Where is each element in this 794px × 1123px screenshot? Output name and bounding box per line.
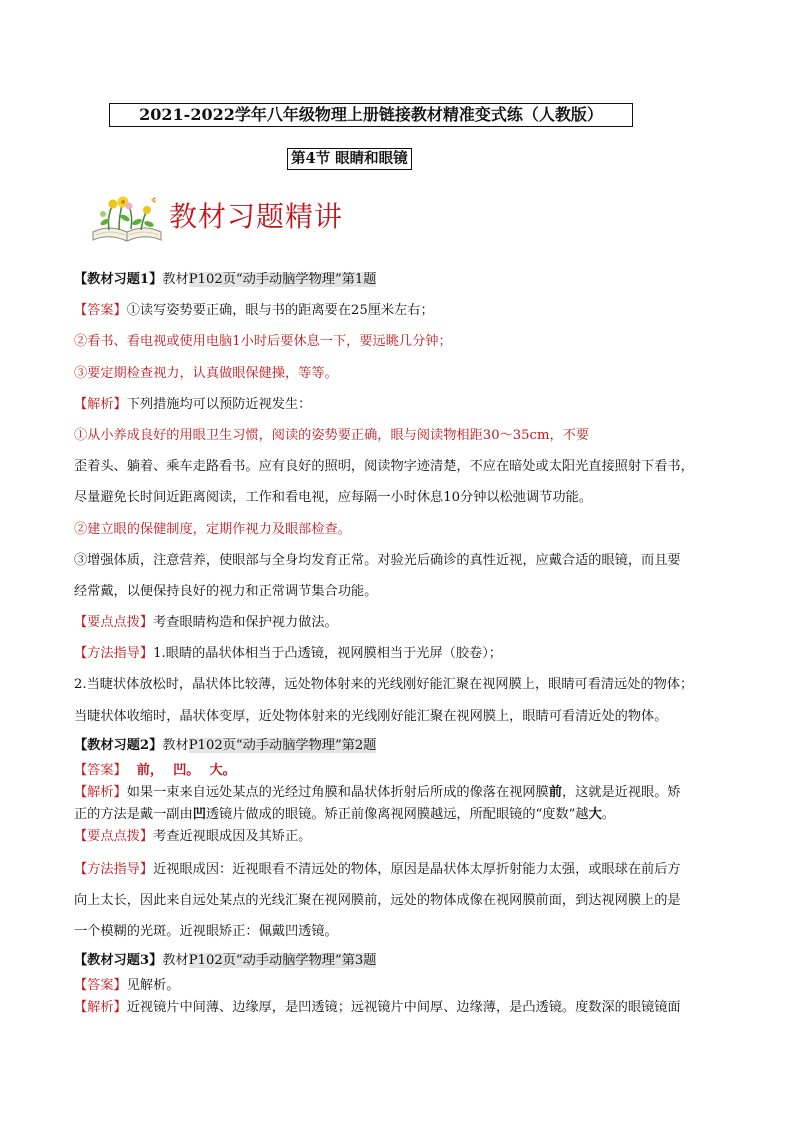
exercise-1-analysis-7: 经常戴，以便保持良好的视力和正常调节集合功能。 xyxy=(74,583,378,599)
exercise-1-answer-3: ③要定期检查视力，认真做眼保健操，等等。 xyxy=(74,365,338,381)
banner-title: 教材习题精讲 xyxy=(169,200,344,233)
exercise-1-analysis-2: ①从小养成良好的用眼卫生习惯，阅读的姿势要正确，眼与阅读物相距30～35cm，不要 xyxy=(74,427,590,443)
exercise-3-analysis: 【解析】近视镜片中间薄、边缘厚，是凹透镜；远视镜片中间厚、边缘薄，是凸透镜。度数深的眼镜镜面 xyxy=(74,1000,681,1016)
exercise-content xyxy=(74,264,734,1019)
exercise-1-method-3: 当睫状体收缩时，晶状体变厚，近处物体射来的光线刚好能汇聚在视网膜上，眼睛可看清近处的物体。 xyxy=(74,708,668,724)
exercise-1-point: 【要点点拨】考查眼睛构造和保护视力做法。 xyxy=(74,615,338,631)
exercise-1-analysis-5: ②建立眼的保健制度，定期作视力及眼部检查。 xyxy=(74,521,351,537)
exercise-1-method-1: 【方法指导】1.眼睛的晶状体相当于凸透镜，视网膜相当于光屏（胶卷）； xyxy=(74,646,502,662)
exercise-2-answer: 【答案】 前， 凹。 大。 xyxy=(74,762,236,778)
exercise-1-answer-2: ②看书、看电视或使用电脑1小时后要休息一下，要远眺几分钟； xyxy=(74,334,452,350)
exercise-2-method-2: 向上太长，因此来自远处某点的光线汇聚在视网膜前，远处的物体成像在视网膜前面，到达视网膜上的是 xyxy=(74,893,681,908)
exercise-2-method-1: 【方法指导】近视眼成因：近视眼看不清远处的物体，原因是晶状体太厚折射能力太强，或眼球在前后方 xyxy=(74,861,681,877)
exercise-2-analysis-2: 正的方法是戴一副由凹透镜片做成的眼镜。矫正前像离视网膜越远，所配眼镜的“度数”越大。 xyxy=(74,806,615,822)
exercise-1-answer-1: 【答案】①读写姿势要正确，眼与书的距离要在25厘米左右； xyxy=(74,303,434,319)
exercise-1-analysis-6: ③增强体质，注意营养，使眼部与全身均发育正常。对验光后确诊的真性近视，应戴合适的眼镜，而且要 xyxy=(74,552,681,568)
exercise-3-answer: 【答案】见解析。 xyxy=(74,978,180,994)
section-title: 第4节 眼睛和眼镜 xyxy=(287,148,412,170)
exercise-2-point: 【要点点拨】考查近视眼成因及其矫正。 xyxy=(74,828,312,844)
exercise-3-heading: 【教材习题3】教材P102页“动手动脑学物理”第3题 xyxy=(74,953,377,969)
section-banner xyxy=(87,194,387,246)
exercise-1-analysis-4: 尽量避免长时间近距离阅读，工作和看电视，应每隔一小时休息10分钟以松弛调节功能。 xyxy=(74,490,592,506)
exercise-1-heading: 【教材习题1】教材P102页“动手动脑学物理”第1题 xyxy=(74,272,377,287)
exercise-1-analysis-1: 【解析】下列措施均可以预防近视发生： xyxy=(74,396,312,412)
exercise-1-analysis-3: 歪着头、躺着、乘车走路看书。应有良好的照明，阅读物字迹清楚，不应在暗处或太阳光直接照射下看书， xyxy=(74,459,694,475)
open-book-with-flowers-icon xyxy=(87,194,167,246)
exercise-2-heading: 【教材习题2】教材P102页“动手动脑学物理”第2题 xyxy=(74,737,377,753)
exercise-2-method-3: 一个模糊的光斑。近视眼矫正：佩戴凹透镜。 xyxy=(74,924,338,940)
exercise-1-method-2: 2.当睫状体放松时，晶状体比较薄，远处物体射来的光线刚好能汇聚在视网膜上，眼睛可看清远处的物体； xyxy=(74,677,694,693)
exercise-2-analysis-1: 【解析】如果一束来自远处某点的光经过角膜和晶状体折射后所成的像落在视网膜前，这就是近视眼。矫 xyxy=(74,784,681,800)
document-title: 2021-2022学年八年级物理上册链接教材精准变式练（人教版） xyxy=(109,103,633,127)
